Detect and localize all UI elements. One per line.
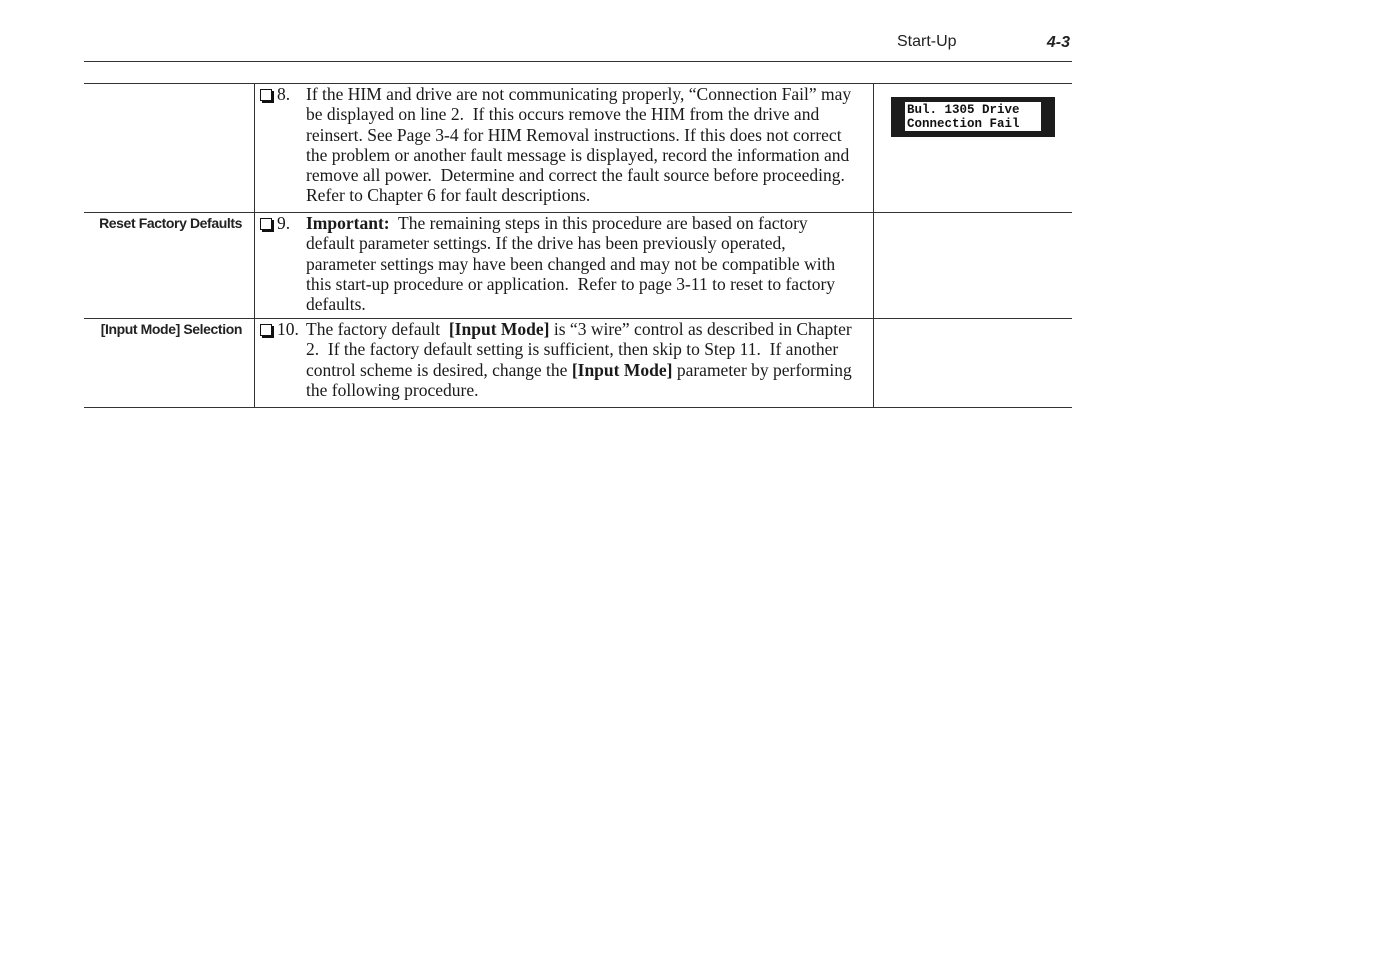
step-row-9 <box>84 213 1072 319</box>
step-text: If the HIM and drive are not communicating properly, “Connection Fail” may be displayed on line 2. If this occurs remove the HIM from the drive and reinsert. See Page 3-4 for HIM Removal instructions. If this does not correct the problem or another fault message is displayed, record the information and remove all power. Determine and correct the fault source before proceeding. Refer to Chapter 6 for fault descriptions. <box>306 84 852 206</box>
row-label: [Input Mode] Selection <box>84 319 255 407</box>
checkbox-icon[interactable] <box>260 324 272 336</box>
him-lcd-display <box>891 97 1055 137</box>
step-body <box>255 213 874 318</box>
step-number <box>260 84 306 212</box>
section-name: Start-Up <box>897 33 957 50</box>
lcd-line-1: Bul. 1305 Drive <box>907 103 1020 117</box>
step-number <box>260 319 306 407</box>
row-label <box>84 84 255 212</box>
step-text: The factory default [Input Mode] is “3 wire” control as described in Chapter 2. If the factory default setting is sufficient, then skip to Step 11. If another control scheme is desired, change the [Input Mode] parameter by performing the following procedure. <box>306 319 852 400</box>
step-row-8 <box>84 84 1072 213</box>
row-label: Reset Factory Defaults <box>84 213 255 318</box>
step-body <box>255 319 874 407</box>
page-number: 4-3 <box>1046 34 1070 51</box>
step-row-10 <box>84 319 1072 408</box>
checkbox-icon[interactable] <box>260 89 272 101</box>
step-text: Important: The remaining steps in this procedure are based on factory default parameter settings. If the drive has been previously operated, parameter settings may have been changed and may not be compatible with this start-up procedure or application. Refer to page 3-11 to reset to factory defaults. <box>306 213 836 315</box>
step-number-label: 10. <box>277 319 299 339</box>
lcd-line-2: Connection Fail <box>907 117 1020 131</box>
row-aside <box>874 213 1072 318</box>
step-number-label: 9. <box>277 213 291 233</box>
row-aside <box>874 84 1072 212</box>
page-header <box>84 30 1072 62</box>
step-number-label: 8. <box>277 84 291 104</box>
step-body <box>255 84 874 212</box>
step-number <box>260 213 306 318</box>
lcd-screen <box>905 102 1041 131</box>
steps-table <box>84 83 1072 408</box>
row-aside <box>874 319 1072 407</box>
checkbox-icon[interactable] <box>260 218 272 230</box>
